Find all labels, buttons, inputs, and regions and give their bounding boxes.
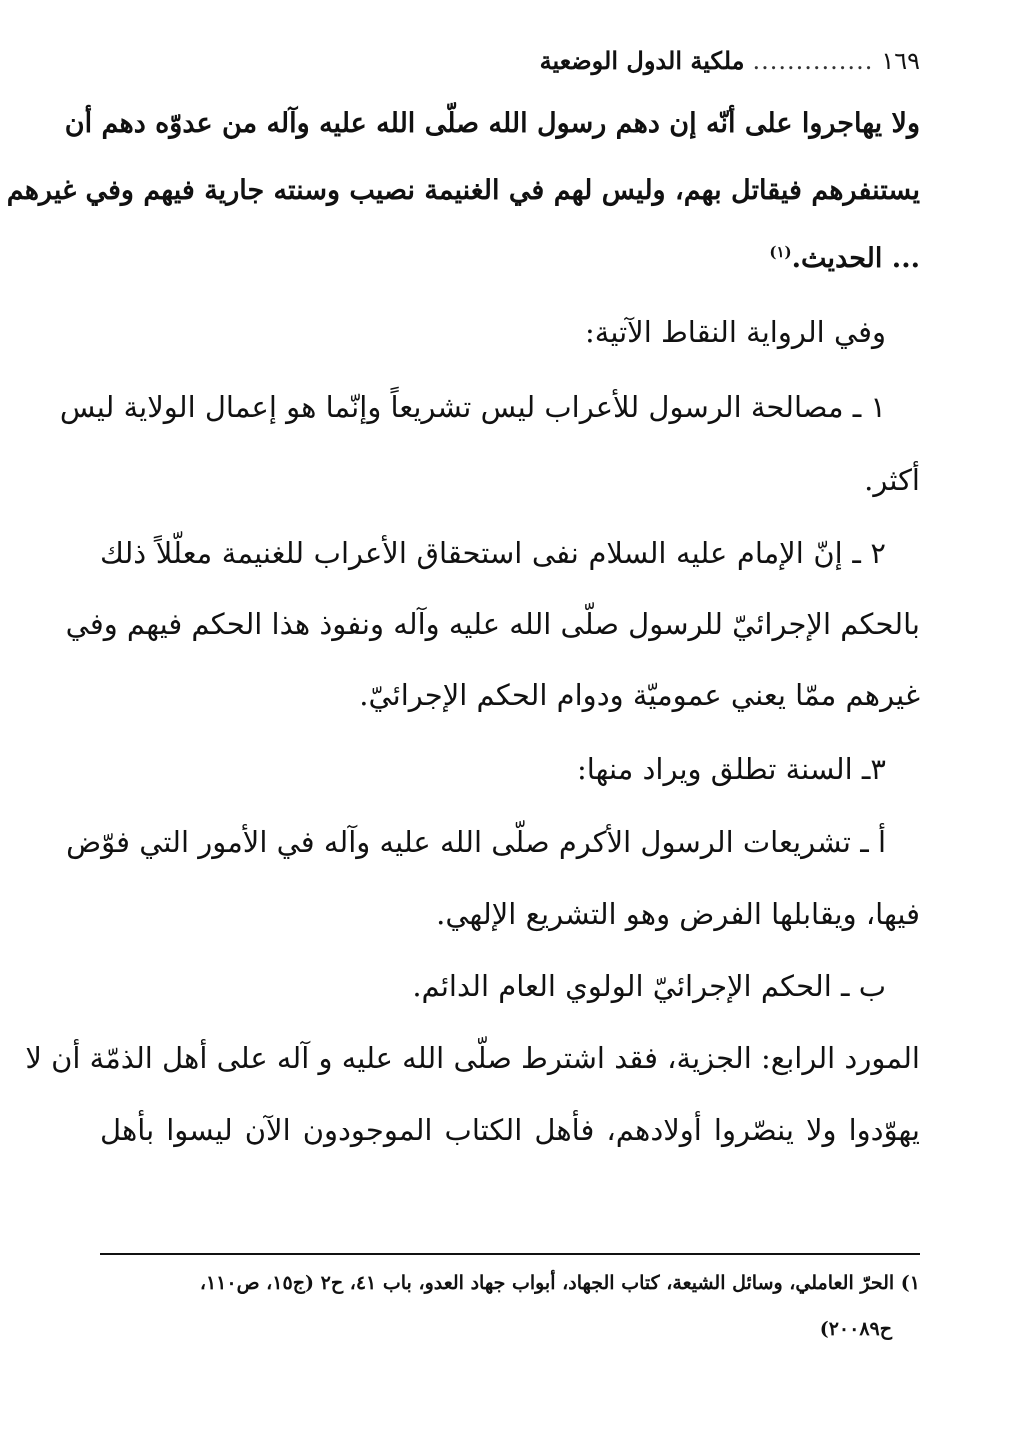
running-header	[100, 46, 920, 86]
quote-line-2: يستنفرهم فيقاتل بهم، وليس لهم في الغنيمة نصيب وسنته جارية فيهم وفي غيرهم	[6, 175, 920, 206]
point-3-line: ٣ـ السنة تطلق ويراد منها:	[577, 752, 886, 786]
point-2-line-2: بالحكم الإجرائيّ للرسول صلّى الله عليه وآله ونفوذ هذا الحكم فيهم وفي	[65, 607, 920, 641]
page-number: ١٦٩	[881, 47, 920, 75]
point-1-line-1: ١ ـ مصالحة الرسول للأعراب ليس تشريعاً وإنّما هو إعمال الولاية ليس	[59, 390, 886, 424]
header-title: ملكية الدول الوضعية	[539, 46, 745, 75]
point-2-line-1: ٢ ـ إنّ الإمام عليه السلام نفى استحقاق الأعراب للغنيمة معلّلاً ذلك	[100, 536, 886, 570]
fourth-case-line-2: يهوّدوا ولا ينصّروا أولادهم، فأهل الكتاب الموجودون الآن ليسوا بأهل	[100, 1113, 920, 1147]
point-1-line-2: أكثر.	[864, 463, 920, 497]
intro-line: وفي الرواية النقاط الآتية:	[585, 315, 886, 349]
header-dots: ..............	[752, 47, 874, 75]
quote-end-text: ... الحديث.	[791, 243, 920, 274]
footnote-line-2: ح٢٠٠٨٩)	[819, 1318, 892, 1340]
point-3a-line-2: فيها، ويقابلها الفرض وهو التشريع الإلهي.	[436, 897, 920, 931]
quote-line-1: ولا يهاجروا على أنّه إن دهم رسول الله صلّى الله عليه وآله من عدوّه دهم أن	[64, 108, 920, 139]
footnote-divider	[100, 1253, 920, 1255]
point-3a-line-1: أ ـ تشريعات الرسول الأكرم صلّى الله عليه وآله في الأمور التي فوّض	[66, 825, 886, 859]
document-page	[6, 0, 920, 1435]
quote-line-3	[100, 243, 920, 274]
footnote-line-1: ١) الحرّ العاملي، وسائل الشيعة، كتاب الجهاد، أبواب جهاد العدو، باب ٤١، ح٢ (ج١٥، ص١١٠،	[199, 1272, 920, 1294]
point-2-line-3: غيرهم ممّا يعني عموميّة ودوام الحكم الإجرائيّ.	[359, 678, 920, 712]
footnote-marker: (١)	[769, 243, 792, 261]
fourth-case-line-1: المورد الرابع: الجزية، فقد اشترط صلّى الله عليه و آله على أهل الذمّة أن لا	[25, 1041, 920, 1075]
point-3b-line: ب ـ الحكم الإجرائيّ الولوي العام الدائم.	[412, 969, 886, 1003]
